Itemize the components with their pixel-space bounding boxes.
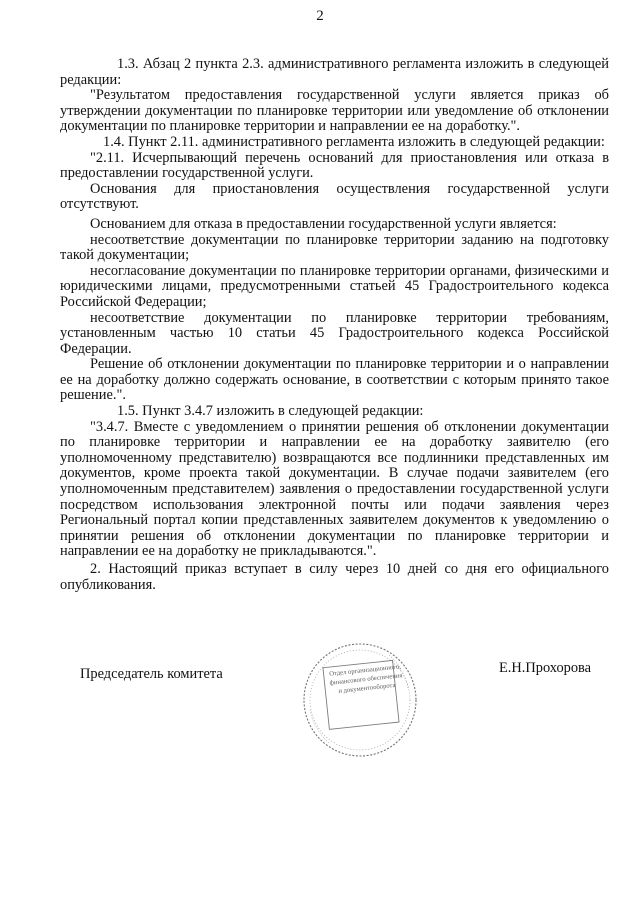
- paragraph-quote-result: "Результатом предоставления государственной услуги является приказ об утверждении документации по планировке территории или уведомление об отклонении документации по планировке территории и направлении ее на доработку.".: [60, 87, 609, 135]
- signatory-name: Е.Н.Прохорова: [499, 660, 592, 676]
- paragraph-refusal-grounds: Основанием для отказа в предоставлении государственной услуги является:: [90, 215, 557, 232]
- page-number: 2: [316, 8, 324, 24]
- paragraph-2-11: "2.11. Исчерпывающий перечень оснований для приостановления или отказа в предоставлении государственной услуги.: [60, 149, 609, 182]
- paragraph-no-suspension: Основания для приостановления осуществления государственной услуги отсутствуют.: [60, 180, 609, 213]
- document-body: [60, 57, 609, 593]
- paragraph-1-3: 1.3. Абзац 2 пункта 2.3. административного регламента изложить в следующей редакции:: [60, 56, 609, 88]
- department-stamp: [300, 640, 420, 760]
- stamp-seal-icon: [300, 640, 420, 760]
- paragraph-effective-date: 2. Настоящий приказ вступает в силу через 10 дней со дня его официального опубликования.: [60, 561, 609, 593]
- paragraph-ground-2: несогласование документации по планировке территории органами, физическими и юридическими лицами, предусмотренными статьей 45 Градостроительного кодекса Российской Федерации;: [60, 262, 609, 310]
- paragraph-rejection-decision: Решение об отклонении документации по планировке территории и о направлении ее на доработку должно содержать основание, в соответствии с которым принято такое решение.".: [60, 356, 609, 404]
- paragraph-1-5: 1.5. Пункт 3.4.7 изложить в следующей редакции:: [117, 403, 424, 420]
- paragraph-ground-1: несоответствие документации по планировке территории заданию на подготовку такой документации;: [60, 231, 609, 264]
- stamp-text: Отдел организационного, финансового обеспечения и документооборота: [328, 663, 403, 695]
- paragraph-3-4-7: "3.4.7. Вместе с уведомлением о принятии решения об отклонении документации по планировке территории и направлении ее на доработку заявителю (его уполномоченному представителю) возвращаются все подлинники представленных им документов, кроме проекта такой документации. В случае подачи заявителем (его уполномоченным представителем) заявления о предоставлении государственной услуги посредством использования электронной почты или подачи заявления через Региональный портал копии представленных заявителем документов к уведомлению о принятии решения об отклонении документации по планировке территории и направлении ее на доработку не прикладываются.".: [60, 418, 609, 560]
- paragraph-ground-3: несоответствие документации по планировке территории требованиям, установленным частью 10 статьи 45 Градостроительного кодекса Российской Федерации.: [60, 309, 609, 357]
- signatory-title: Председатель комитета: [80, 666, 223, 682]
- paragraph-1-4: 1.4. Пункт 2.11. административного регламента изложить в следующей редакции:: [103, 133, 605, 150]
